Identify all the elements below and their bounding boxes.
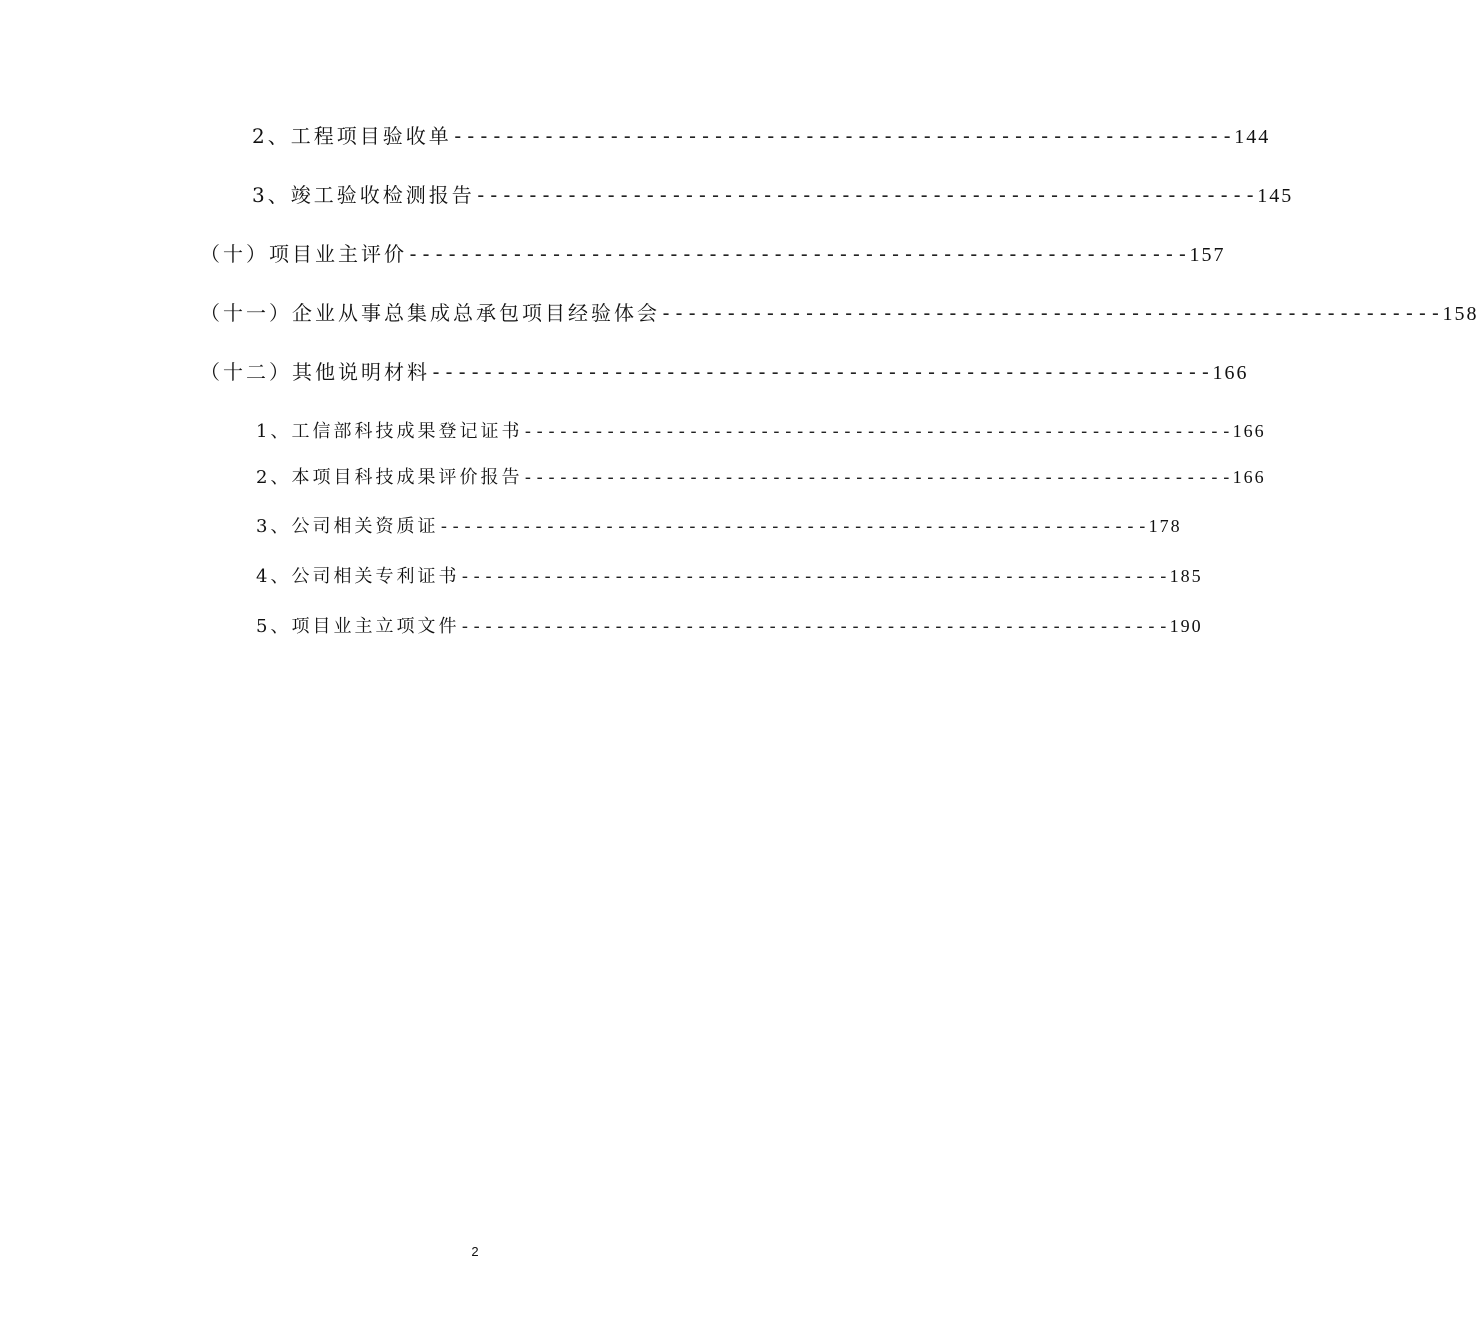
toc-leader: ------------------------------------------------------------ [474,183,1258,207]
toc-entry-page: 166 [1232,467,1266,487]
toc-entry-page: 185 [1169,566,1203,586]
toc-entry-label: 3、公司相关资质证 [256,516,439,537]
toc-entry-label: 2、工程项目验收单 [252,124,452,148]
toc-entry [256,417,1266,443]
toc-entry [256,612,1203,638]
toc-entry [200,238,1226,267]
toc-leader: ------------------------------------------------------------ [660,301,1443,325]
toc-leader: ------------------------------------------------------------ [430,360,1213,384]
toc-entry-label: 2、本项目科技成果评价报告 [256,467,523,488]
toc-entry-page: 190 [1169,616,1203,636]
toc-entry-label: 4、公司相关专利证书 [256,566,460,587]
toc-leader: ------------------------------------------------------------ [522,467,1233,488]
toc-entry [256,463,1266,489]
toc-entry-label: （十二）其他说明材料 [200,360,430,384]
toc-entry [200,356,1249,385]
toc-entry-page: 158 [1442,303,1478,325]
page-number: 2 [471,1244,479,1259]
toc-entry [252,179,1294,208]
toc-leader: ------------------------------------------------------------ [438,516,1149,537]
toc-entry-page: 145 [1257,185,1294,207]
toc-leader: ------------------------------------------------------------ [407,242,1190,266]
toc-leader: ------------------------------------------------------------ [522,421,1233,442]
toc-leader: ------------------------------------------------------------ [451,124,1235,148]
toc-entry-page: 166 [1232,421,1266,441]
toc-entry-page: 157 [1189,244,1226,266]
toc-entry [256,512,1182,538]
toc-leader: ------------------------------------------------------------ [459,566,1170,587]
toc-entry [256,562,1203,588]
toc-entry-label: 5、项目业主立项文件 [256,616,460,637]
toc-entry-label: 1、工信部科技成果登记证书 [256,421,523,442]
toc-entry [200,297,1478,326]
toc-entry-label: （十一）企业从事总集成总承包项目经验体会 [200,301,660,325]
toc-entry-page: 166 [1212,362,1249,384]
toc-leader: ------------------------------------------------------------ [459,616,1170,637]
toc-entry-page: 144 [1234,126,1271,148]
toc-entry-page: 178 [1148,516,1182,536]
toc-entry-label: 3、竣工验收检测报告 [252,183,475,207]
toc-entry-label: （十）项目业主评价 [200,242,407,266]
toc-entry [252,120,1271,149]
